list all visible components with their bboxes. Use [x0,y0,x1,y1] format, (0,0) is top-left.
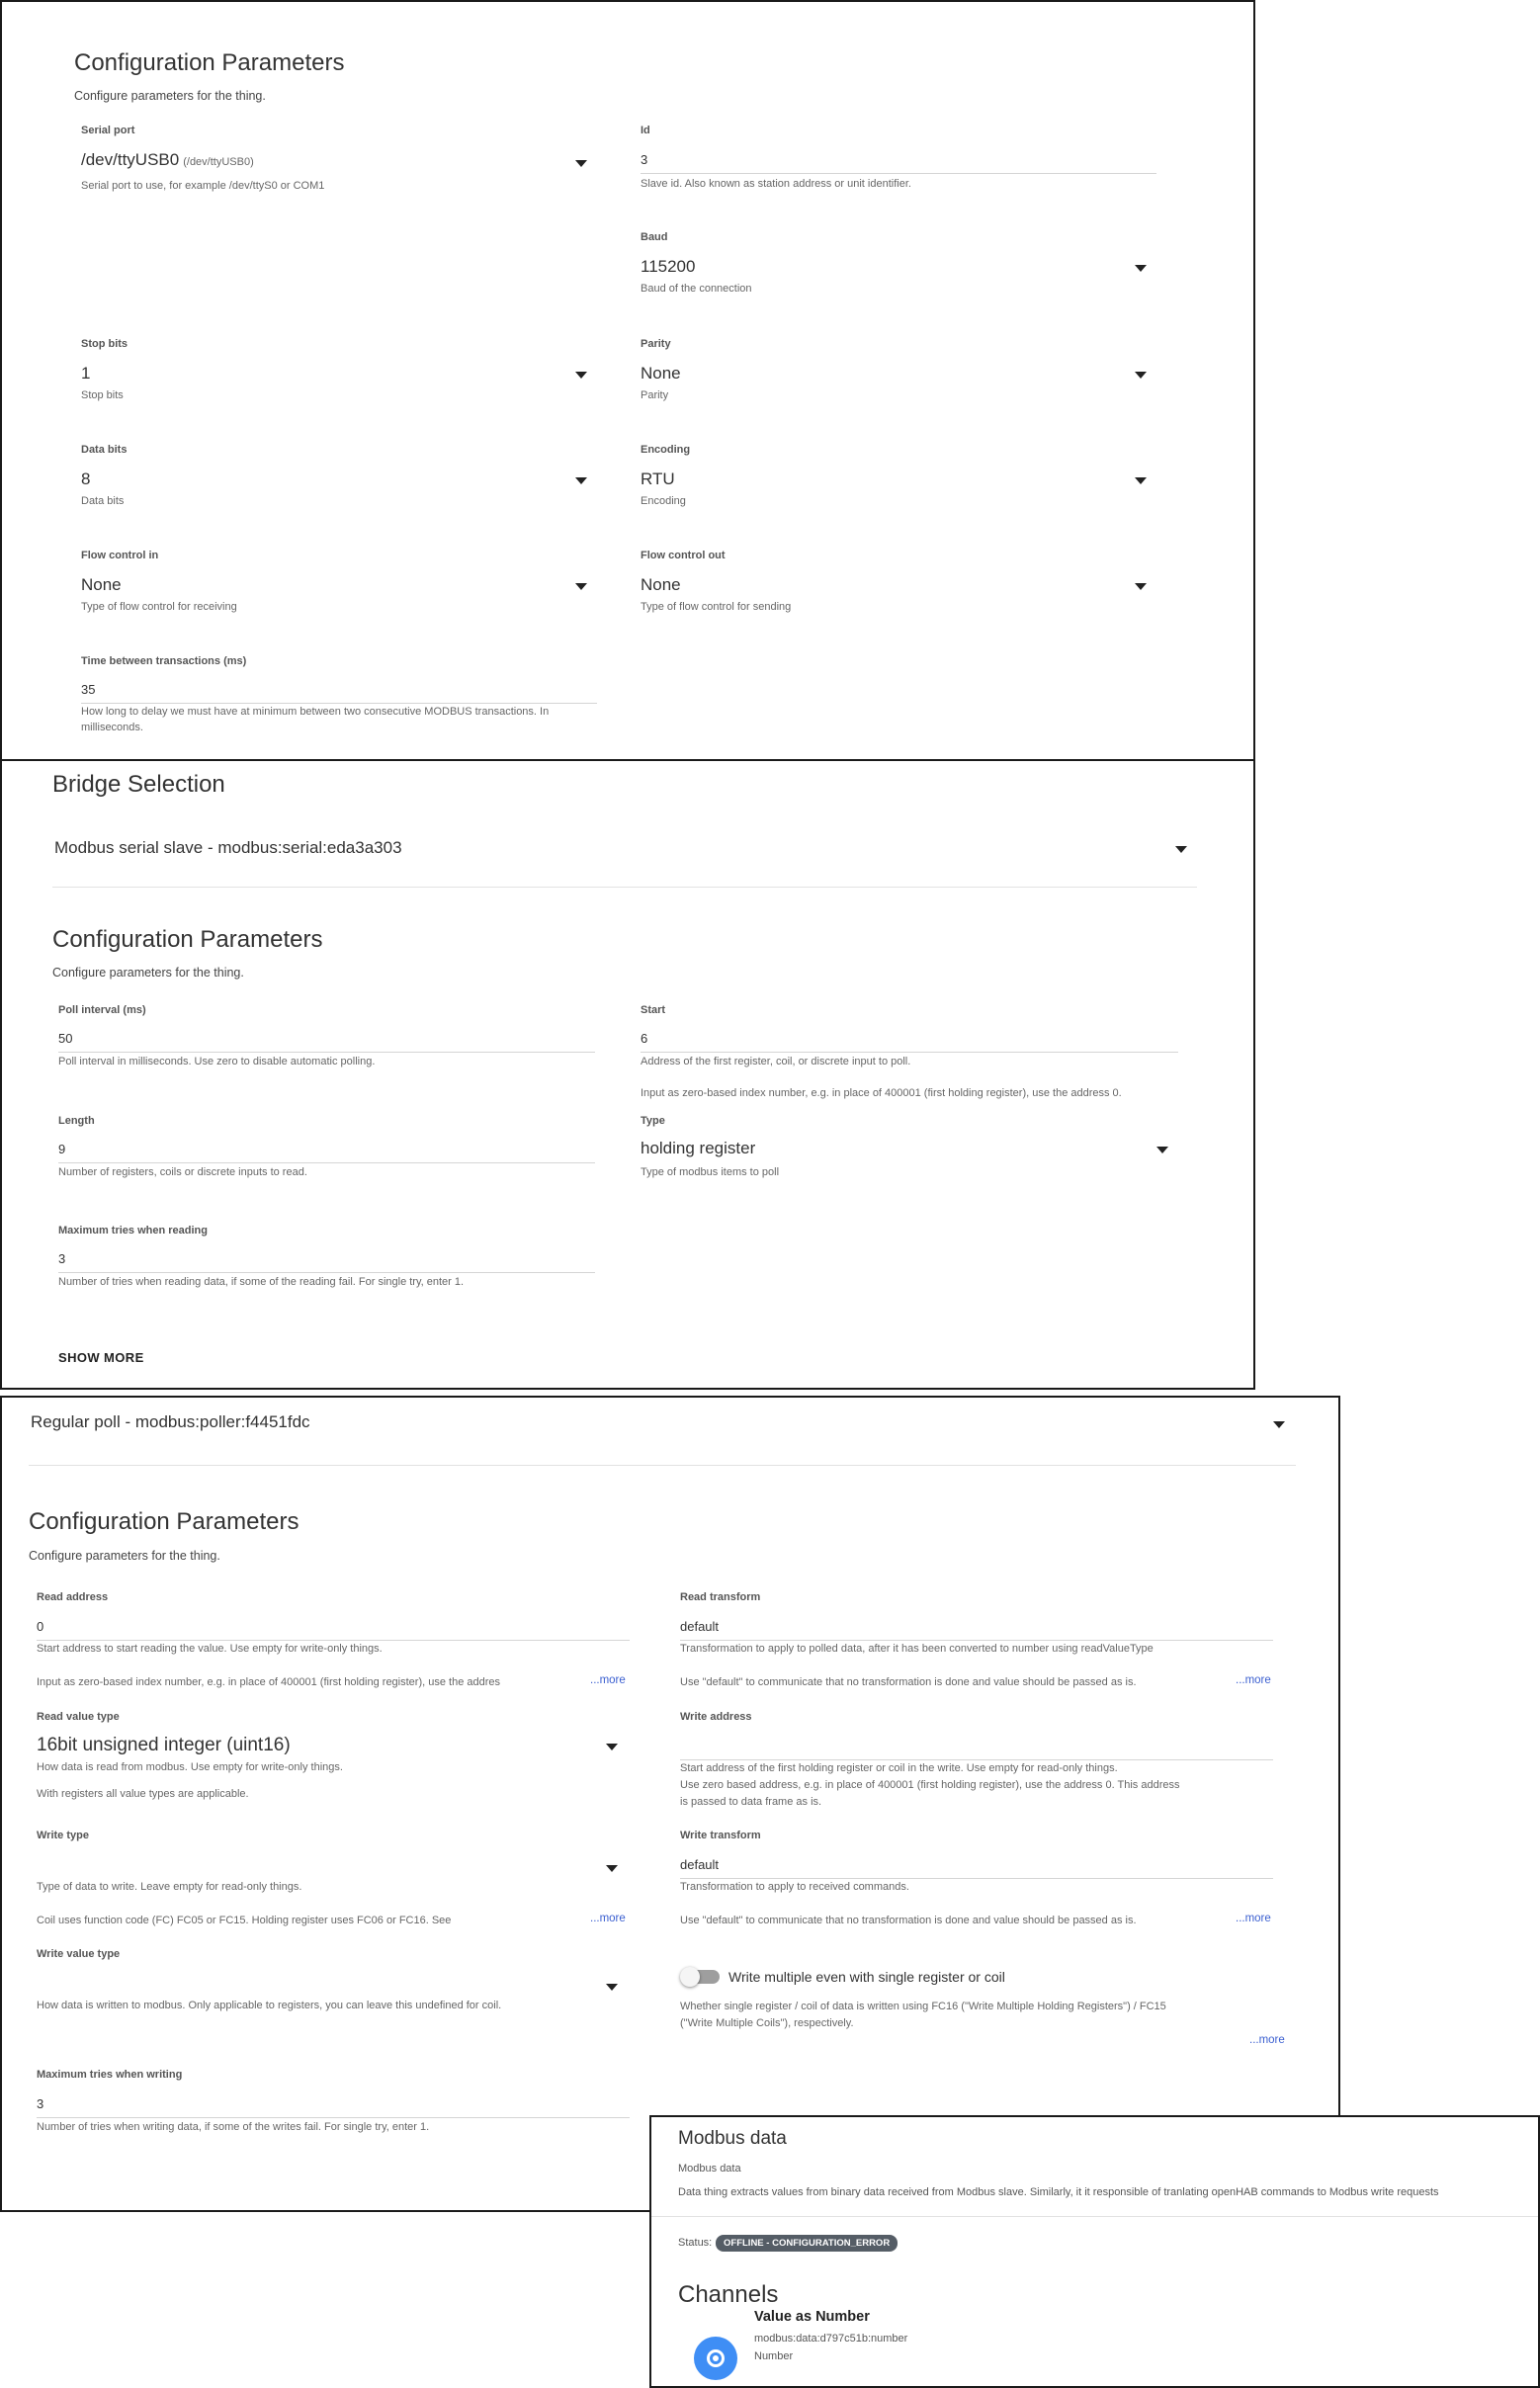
section-subtitle: Configure parameters for the thing. [29,1549,220,1563]
flow-control-in-value: None [81,575,122,594]
read-transform-field[interactable] [680,1591,1273,1688]
id-underline [641,173,1156,174]
chevron-down-icon[interactable] [575,160,587,167]
max-tries-reading-value: 3 [58,1251,66,1266]
write-transform-field[interactable] [680,1830,1273,1924]
chevron-down-icon[interactable] [1135,477,1147,484]
time-between-label: Time between transactions (ms) [81,655,247,667]
write-type-more-link[interactable]: ...more [590,1913,626,1924]
stop-bits-label: Stop bits [81,338,128,350]
flow-control-out-field[interactable] [641,550,1158,623]
start-field[interactable] [641,1004,1178,1103]
id-label: Id [641,125,650,136]
length-value: 9 [58,1142,66,1156]
data-bits-label: Data bits [81,444,128,456]
read-transform-value: default [680,1619,720,1634]
write-value-type-desc: How data is written to modbus. Only applicable to registers, you can leave this undefined for coil. [37,2000,502,2011]
show-more-button[interactable]: SHOW MORE [58,1350,144,1365]
write-type-field[interactable] [37,1830,630,1924]
baud-desc: Baud of the connection [641,283,752,295]
chevron-down-icon[interactable] [575,583,587,590]
baud-value: 115200 [641,257,696,276]
flow-control-out-label: Flow control out [641,550,726,561]
stop-bits-desc: Stop bits [81,389,124,401]
bridge-select[interactable]: Modbus serial slave - modbus:serial:eda3a303 [54,838,402,857]
encoding-label: Encoding [641,444,691,456]
start-value: 6 [641,1031,648,1046]
parity-desc: Parity [641,389,669,401]
length-underline [58,1162,595,1163]
length-desc: Number of registers, coils or discrete inputs to read. [58,1166,307,1178]
baud-label: Baud [641,231,668,243]
channel-name[interactable]: Value as Number [754,2309,870,2325]
poll-interval-value: 50 [58,1031,73,1046]
write-address-field[interactable] [680,1711,1273,1810]
write-multiple-toggle-knob[interactable] [680,1967,700,1987]
chevron-down-icon[interactable] [1156,1147,1168,1153]
chevron-down-icon[interactable] [606,1984,618,1991]
write-value-type-field[interactable] [37,1948,630,2027]
channel-radio-icon[interactable] [694,2337,737,2380]
panel-description: Data thing extracts values from binary data received from Modbus slave. Similarly, it it responsible of tranlating openHAB commands to Modbus write requests [678,2186,1439,2198]
write-transform-value: default [680,1857,720,1872]
type-field[interactable] [641,1115,1178,1186]
write-multiple-label: Write multiple even with single register or coil [728,1969,1005,1985]
section-subtitle: Configure parameters for the thing. [74,89,266,103]
panel-subtitle: Modbus data [678,2163,741,2175]
write-value-type-label: Write value type [37,1948,121,1960]
data-bits-desc: Data bits [81,495,125,507]
start-desc-1: Address of the first register, coil, or discrete input to poll. [641,1056,911,1067]
read-transform-desc-1: Transformation to apply to polled data, after it has been converted to number using readValueType [680,1643,1154,1655]
parity-field[interactable] [641,338,1158,411]
serial-port-value [81,150,254,170]
write-address-label: Write address [680,1711,752,1723]
stop-bits-value: 1 [81,364,91,383]
read-value-type-desc-1: How data is read from modbus. Use empty for write-only things. [37,1761,343,1773]
read-address-value: 0 [37,1619,44,1634]
channel-uid: modbus:data:d797c51b:number [754,2333,908,2345]
parity-label: Parity [641,338,671,350]
flow-control-out-desc: Type of flow control for sending [641,601,792,613]
serial-port-label: Serial port [81,125,135,136]
max-tries-reading-underline [58,1272,595,1273]
write-address-desc-1: Start address of the first holding register or coil in the write. Use empty for read-only things. [680,1762,1118,1774]
encoding-desc: Encoding [641,495,686,507]
id-desc: Slave id. Also known as station address or unit identifier. [641,178,911,190]
serial-port-text: /dev/ttyUSB0 [81,150,180,169]
serial-port-desc: Serial port to use, for example /dev/ttyS0 or COM1 [81,180,325,192]
data-bits-value: 8 [81,469,91,488]
length-label: Length [58,1115,95,1127]
chevron-down-icon[interactable] [1273,1421,1285,1428]
baud-field[interactable] [641,231,1158,304]
write-multiple-field[interactable] [680,1965,1293,2060]
time-between-field[interactable] [81,655,597,744]
panel-title: Modbus data [678,2128,787,2149]
flow-control-in-field[interactable] [81,550,595,623]
chevron-down-icon[interactable] [1135,583,1147,590]
read-value-type-value: 16bit unsigned integer (uint16) [37,1735,291,1755]
data-bits-field[interactable] [81,444,595,517]
type-label: Type [641,1115,665,1127]
chevron-down-icon[interactable] [1135,372,1147,379]
read-address-more-link[interactable]: ...more [590,1674,626,1686]
id-value: 3 [641,152,648,167]
chevron-down-icon[interactable] [1175,846,1187,853]
poll-interval-underline [58,1052,595,1053]
poll-interval-field[interactable] [58,1004,595,1075]
write-transform-desc-1: Transformation to apply to received commands. [680,1881,909,1893]
read-address-desc-2: Input as zero-based index number, e.g. in place of 400001 (first holding register), use the addres [37,1676,501,1688]
serial-port-hint: (/dev/ttyUSB0) [183,156,254,168]
write-multiple-desc-1: Whether single register / coil of data is written using FC16 ("Write Multiple Holding Registers") / FC15 [680,2001,1166,2012]
bridge-select[interactable]: Regular poll - modbus:poller:f4451fdc [31,1412,310,1431]
divider [29,1465,1296,1466]
write-address-desc-3: is passed to data frame as is. [680,1796,822,1808]
thing-config-panel [0,0,1255,761]
chevron-down-icon[interactable] [606,1865,618,1872]
stop-bits-field[interactable] [81,338,595,411]
serial-port-field[interactable] [81,125,595,198]
chevron-down-icon[interactable] [575,372,587,379]
read-value-type-field[interactable] [37,1711,630,1800]
read-address-desc-1: Start address to start reading the value. Use empty for write-only things. [37,1643,383,1655]
start-label: Start [641,1004,666,1016]
max-tries-writing-value: 3 [37,2096,44,2111]
modbus-data-panel [649,2115,1540,2388]
flow-control-out-value: None [641,575,681,594]
read-value-type-label: Read value type [37,1711,120,1723]
write-type-desc-1: Type of data to write. Leave empty for read-only things. [37,1881,302,1893]
type-value: holding register [641,1139,756,1157]
max-tries-writing-desc: Number of tries when writing data, if some of the writes fail. For single try, enter 1. [37,2121,430,2133]
channel-radio-dot [713,2355,719,2361]
read-address-field[interactable] [37,1591,630,1688]
write-address-desc-2: Use zero based address, e.g. in place of 400001 (first holding register), use the address 0. This address [680,1779,1180,1791]
read-transform-more-link[interactable]: ...more [1236,1674,1271,1686]
time-between-desc-1: How long to delay we must have at minimum between two consecutive MODBUS transactions. In [81,706,550,718]
section-title: Configuration Parameters [74,49,345,76]
chevron-down-icon[interactable] [606,1744,618,1750]
chevron-down-icon[interactable] [575,477,587,484]
status-badge: OFFLINE - CONFIGURATION_ERROR [716,2235,898,2252]
chevron-down-icon[interactable] [1135,265,1147,272]
id-field[interactable] [641,125,1156,196]
write-multiple-more-link[interactable]: ...more [1249,2034,1285,2046]
channels-title: Channels [678,2281,779,2308]
max-tries-writing-label: Maximum tries when writing [37,2069,183,2081]
flow-control-in-desc: Type of flow control for receiving [81,601,237,613]
max-tries-reading-field[interactable] [58,1225,595,1296]
bridge-selection-title: Bridge Selection [52,771,225,798]
max-tries-writing-field[interactable] [37,2069,630,2140]
read-address-label: Read address [37,1591,109,1603]
poller-config-panel [0,759,1255,1390]
type-desc: Type of modbus items to poll [641,1166,780,1178]
write-type-desc-2: Coil uses function code (FC) FC05 or FC15. Holding register uses FC06 or FC16. See [37,1915,452,1926]
section-subtitle: Configure parameters for the thing. [52,966,244,980]
write-transform-desc-2: Use "default" to communicate that no transformation is done and value should be passed as is. [680,1915,1137,1926]
read-transform-label: Read transform [680,1591,761,1603]
read-value-type-desc-2: With registers all value types are applicable. [37,1788,249,1800]
poll-interval-desc: Poll interval in milliseconds. Use zero to disable automatic polling. [58,1056,376,1067]
read-transform-desc-2: Use "default" to communicate that no transformation is done and value should be passed as is. [680,1676,1137,1688]
write-type-label: Write type [37,1830,89,1841]
max-tries-writing-underline [37,2117,630,2118]
max-tries-reading-desc: Number of tries when reading data, if some of the reading fail. For single try, enter 1. [58,1276,465,1288]
flow-control-in-label: Flow control in [81,550,159,561]
divider [52,887,1197,888]
write-transform-label: Write transform [680,1830,761,1841]
encoding-field[interactable] [641,444,1158,517]
encoding-value: RTU [641,469,675,488]
start-underline [641,1052,1178,1053]
write-transform-more-link[interactable]: ...more [1236,1913,1271,1924]
section-title: Configuration Parameters [52,926,323,953]
status-label: Status: [678,2237,713,2249]
data-config-panel [0,1396,1340,2212]
length-field[interactable] [58,1115,595,1186]
channel-type: Number [754,2350,794,2362]
parity-value: None [641,364,681,383]
max-tries-reading-label: Maximum tries when reading [58,1225,208,1237]
start-desc-2: Input as zero-based index number, e.g. in place of 400001 (first holding register), use the address 0. [641,1087,1122,1099]
time-between-value: 35 [81,682,96,697]
section-title: Configuration Parameters [29,1508,299,1535]
divider [651,2216,1538,2217]
poll-interval-label: Poll interval (ms) [58,1004,146,1016]
time-between-desc-2: milliseconds. [81,722,143,733]
write-multiple-desc-2: ("Write Multiple Coils"), respectively. [680,2017,854,2029]
